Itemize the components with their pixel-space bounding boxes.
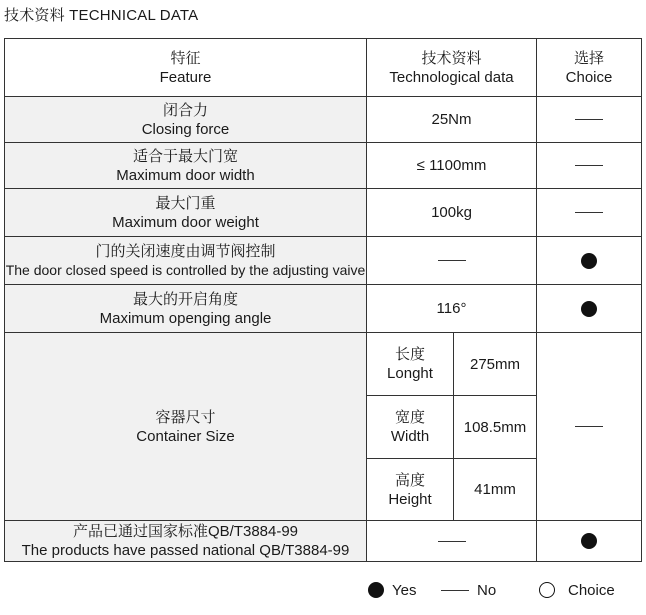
choice-closing-force <box>537 97 641 142</box>
dim-en: Width <box>390 428 430 445</box>
row-divider <box>5 236 641 237</box>
dim-value-length <box>454 333 536 395</box>
yes-dot-icon <box>581 253 597 269</box>
value-text: 100kg <box>431 204 472 221</box>
legend-choice-label: Choice <box>568 581 615 599</box>
legend-yes <box>368 578 416 602</box>
choice-certification <box>537 521 641 561</box>
feature-en: The door closed speed is controlled by the adjusting vaive <box>5 261 366 278</box>
header-choice-en: Choice <box>565 68 613 86</box>
legend-no <box>441 578 496 602</box>
feature-container-size <box>5 333 366 520</box>
choice-closing-speed <box>537 237 641 284</box>
row-divider <box>367 458 536 459</box>
feature-en: Closing force <box>141 120 230 138</box>
choice-max-door-weight <box>537 189 641 236</box>
dim-value: 41mm <box>474 481 516 498</box>
dim-value: 108.5mm <box>463 418 527 436</box>
dim-label-height <box>367 459 453 520</box>
choice-circle-icon <box>539 582 555 598</box>
no-dash-icon <box>441 590 469 591</box>
no-dash-icon <box>438 260 466 261</box>
feature-cn: 容器尺寸 <box>155 408 216 426</box>
feature-max-door-width <box>5 143 366 188</box>
feature-cn: 门的关闭速度由调节阀控制 <box>95 242 276 260</box>
feature-closing-speed <box>5 237 366 284</box>
dim-cn: 长度 <box>394 346 425 363</box>
value-closing-force <box>367 97 536 142</box>
value-text: 25Nm <box>431 111 472 128</box>
dim-label-width <box>367 396 453 458</box>
value-closing-speed <box>367 237 536 284</box>
header-data-en: Technological data <box>389 68 514 86</box>
row-divider <box>5 520 641 521</box>
feature-closing-force <box>5 97 366 142</box>
header-choice <box>537 39 641 96</box>
dim-value-width <box>454 396 536 458</box>
yes-dot-icon <box>581 533 597 549</box>
yes-dot-icon <box>581 301 597 317</box>
feature-en: Maximum door width <box>116 166 255 184</box>
header-choice-cn: 选择 <box>573 49 604 67</box>
dim-value-height <box>454 459 536 520</box>
column-divider <box>453 333 454 520</box>
feature-en: Maximum door weight <box>112 213 259 231</box>
header-feature-cn: 特征 <box>170 49 201 67</box>
row-divider <box>5 96 641 97</box>
dim-en: Longht <box>387 365 433 382</box>
dim-label-length <box>367 333 453 395</box>
value-certification <box>367 521 536 561</box>
page-title: 技术资料 TECHNICAL DATA <box>4 7 199 24</box>
column-divider <box>366 39 367 561</box>
feature-en: Maximum openging angle <box>99 309 272 327</box>
header-feature <box>5 39 366 96</box>
value-max-door-width <box>367 143 536 188</box>
no-dash-icon <box>575 212 603 213</box>
feature-certification <box>5 521 366 561</box>
value-opening-angle <box>367 285 536 332</box>
no-dash-icon <box>575 119 603 120</box>
legend-choice <box>539 578 615 602</box>
choice-container-size <box>537 333 641 520</box>
feature-max-door-weight <box>5 189 366 236</box>
dim-value: 275mm <box>469 355 521 373</box>
dim-cn: 宽度 <box>394 409 425 426</box>
no-dash-icon <box>438 541 466 542</box>
no-dash-icon <box>575 165 603 166</box>
row-divider <box>5 284 641 285</box>
feature-en: The products have passed national QB/T3884-99 <box>21 542 350 559</box>
technical-data-table <box>4 38 642 562</box>
feature-cn: 最大的开启角度 <box>132 290 238 308</box>
row-divider <box>5 142 641 143</box>
dim-en: Height <box>388 490 432 508</box>
choice-max-door-width <box>537 143 641 188</box>
header-feature-en: Feature <box>159 68 212 86</box>
legend-yes-label: Yes <box>392 581 417 599</box>
feature-cn: 适合于最大门宽 <box>132 147 238 165</box>
feature-cn: 产品已通过国家标准QB/T3884-99 <box>72 523 299 540</box>
value-text: ≤ 1100mm <box>416 157 487 174</box>
feature-opening-angle <box>5 285 366 332</box>
header-data <box>367 39 536 96</box>
yes-dot-icon <box>368 582 384 598</box>
value-text: 116° <box>436 300 467 317</box>
row-divider <box>5 332 641 333</box>
column-divider <box>536 39 537 561</box>
feature-cn: 闭合力 <box>162 101 208 119</box>
choice-opening-angle <box>537 285 641 332</box>
feature-cn: 最大门重 <box>155 194 216 212</box>
header-data-cn: 技术资料 <box>421 49 482 67</box>
feature-en: Container Size <box>136 427 235 445</box>
no-dash-icon <box>575 426 603 427</box>
value-max-door-weight <box>367 189 536 236</box>
row-divider <box>5 188 641 189</box>
row-divider <box>367 395 536 396</box>
legend-no-label: No <box>477 581 497 599</box>
dim-cn: 高度 <box>394 471 425 489</box>
